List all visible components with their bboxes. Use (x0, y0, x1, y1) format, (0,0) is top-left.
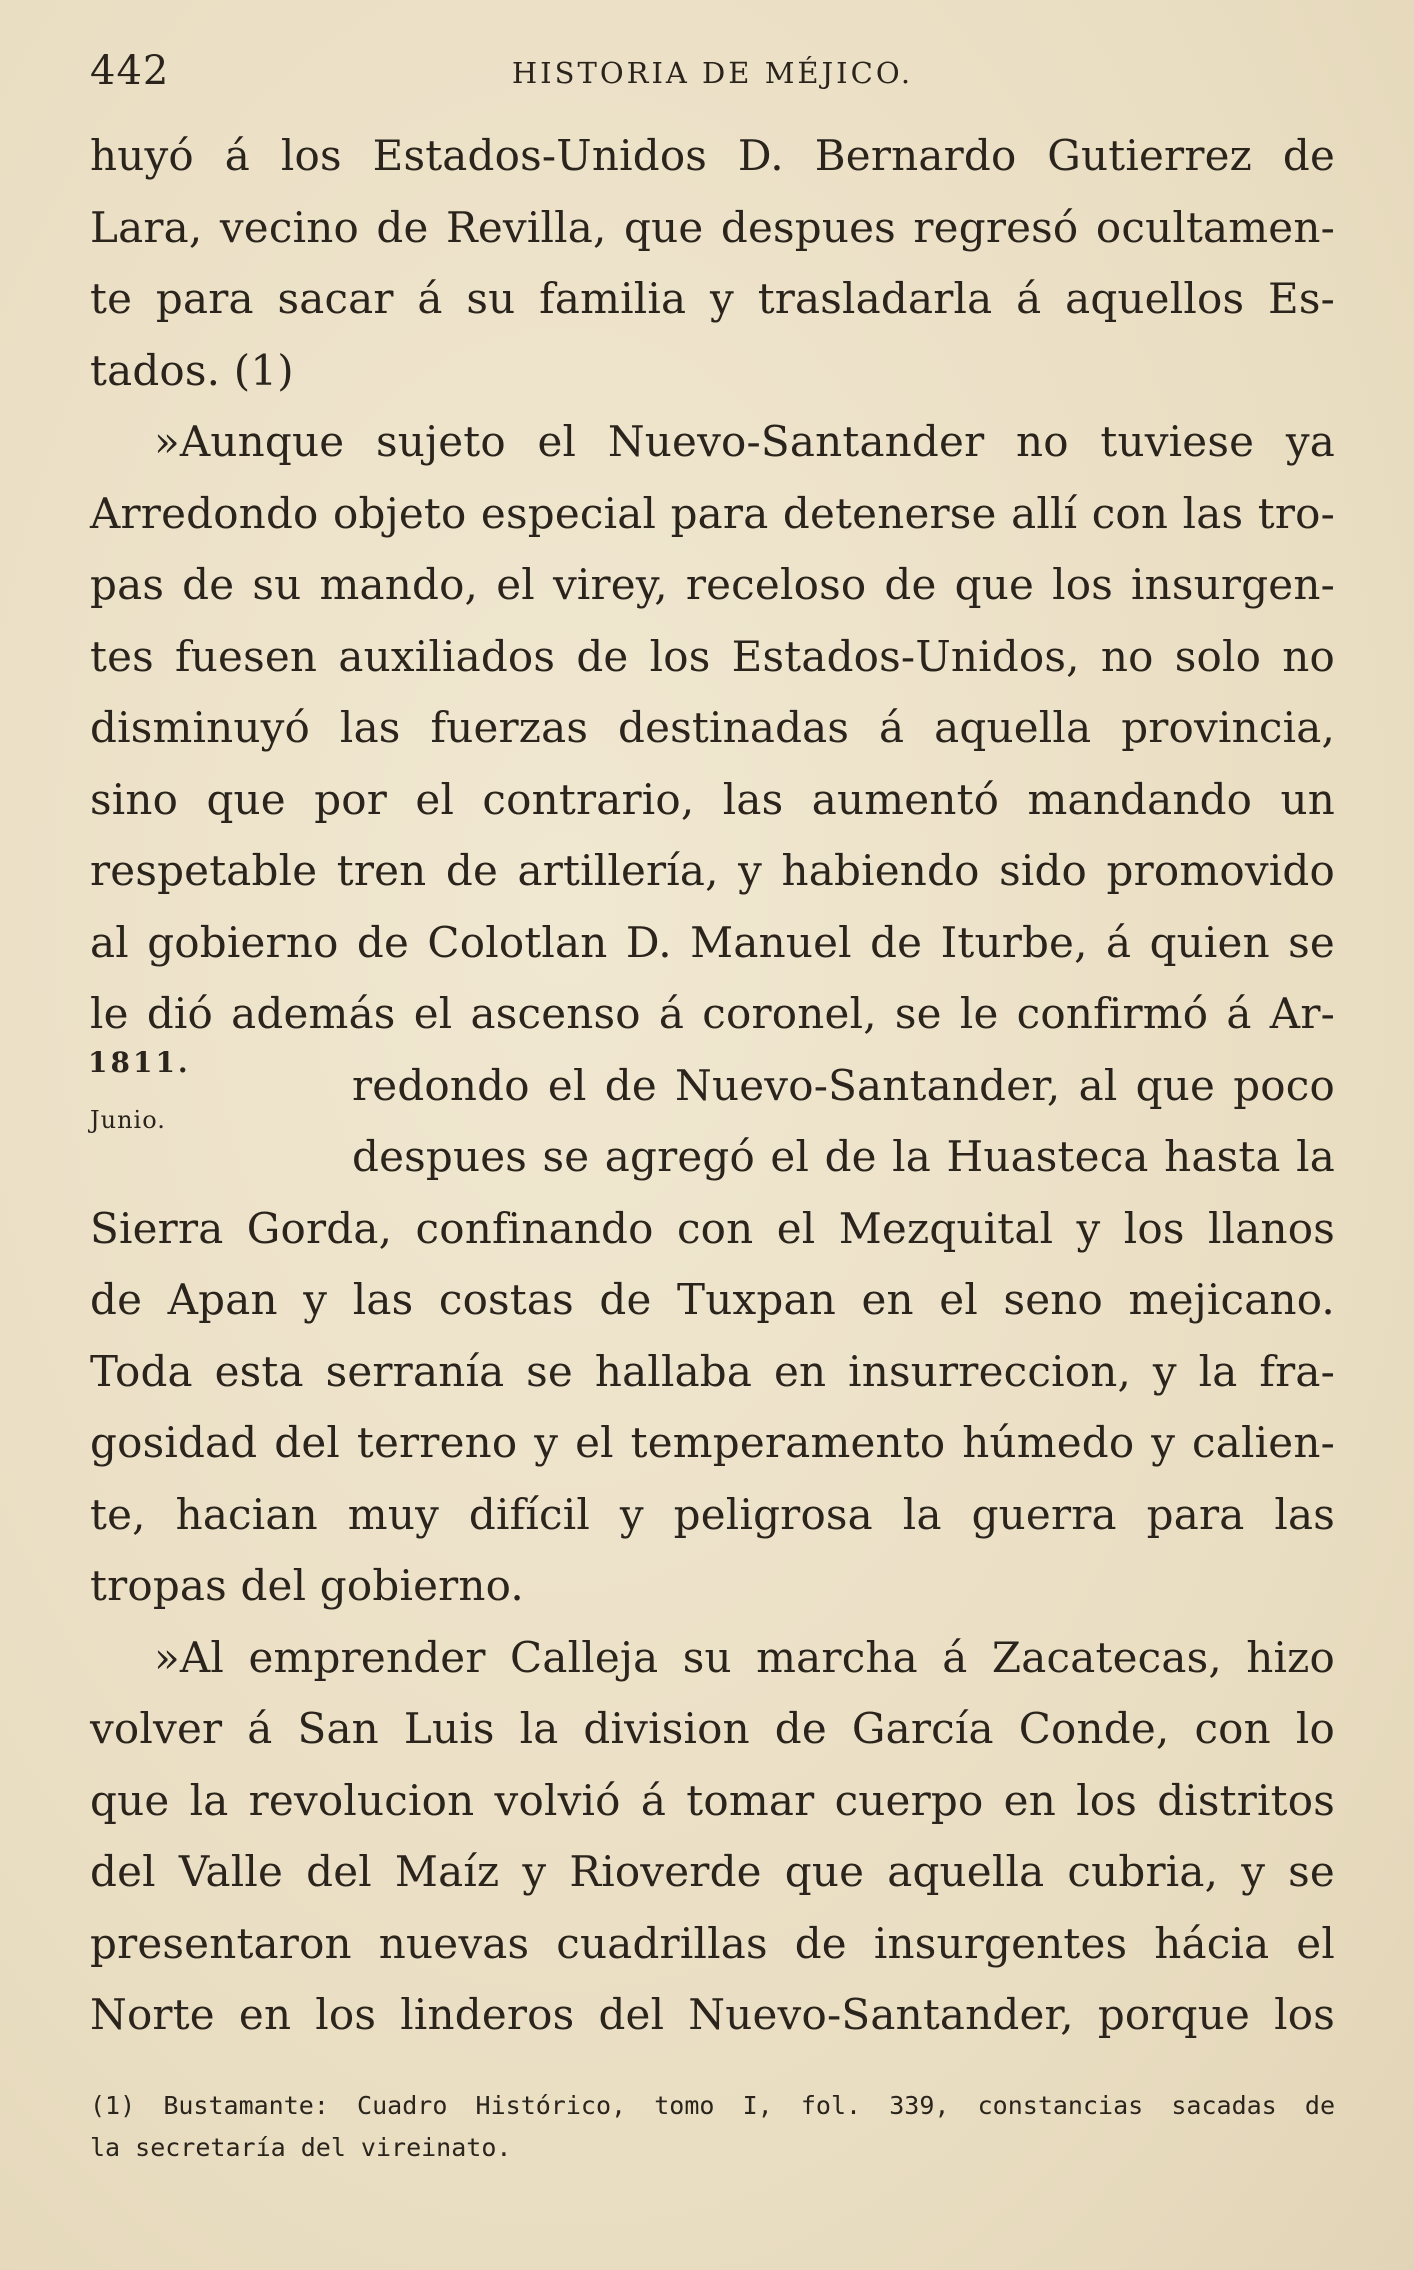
text-line: Toda esta serranía se hallaba en insurreccion, y la fra- (90, 1346, 1335, 1396)
text-line: Arredondo objeto especial para detenerse allí con las tro- (90, 488, 1335, 538)
text-line: tropas del gobierno. (90, 1561, 524, 1610)
running-title: HISTORIA DE MÉJICO. (511, 56, 914, 90)
text-line: te, hacian muy difícil y peligrosa la guerra para las (90, 1489, 1335, 1539)
text-line: Norte en los linderos del Nuevo-Santander, porque los (90, 1990, 1335, 2039)
text-line: Lara, vecino de Revilla, que despues regresó ocultamen- (90, 202, 1335, 252)
page-header (90, 48, 1335, 108)
text-line: despues se agregó el de la Huasteca hasta la (352, 1132, 1335, 1181)
text-line: pas de su mando, el virey, receloso de que los insurgen- (90, 560, 1335, 609)
margin-year: 1811. (88, 1046, 191, 1079)
text-line: volver á San Luis la division de García Conde, con lo (90, 1704, 1335, 1753)
text-line: respetable tren de artillería, y habiendo sido promovido (90, 846, 1335, 895)
text-line: tes fuesen auxiliados de los Estados-Unidos, no solo no (90, 631, 1335, 681)
page-number: 442 (90, 48, 170, 94)
text-line: Sierra Gorda, confinando con el Mezquital y los llanos (90, 1203, 1335, 1253)
text-line: le dió además el ascenso á coronel, se le confirmó á Ar- (90, 989, 1335, 1038)
text-line: de Apan y las costas de Tuxpan en el seno mejicano. (90, 1275, 1335, 1324)
text-line: »Al emprender Calleja su marcha á Zacatecas, hizo (154, 1632, 1335, 1682)
text-line: huyó á los Estados-Unidos D. Bernardo Gutierrez de (90, 131, 1335, 180)
text-line: redondo el de Nuevo-Santander, al que poco (352, 1060, 1335, 1110)
footnote-line: (1) Bustamante: Cuadro Histórico, tomo I, fol. 339, constancias sacadas de (90, 2091, 1335, 2120)
margin-month: Junio. (90, 1106, 166, 1134)
text-line: te para sacar á su familia y trasladarla á aquellos Es- (90, 274, 1335, 323)
text-line: »Aunque sujeto el Nuevo-Santander no tuviese ya (154, 417, 1335, 466)
text-line: presentaron nuevas cuadrillas de insurgentes hácia el (90, 1918, 1335, 1968)
text-line: sino que por el contrario, las aumentó mandando un (90, 774, 1335, 824)
footnote (90, 2085, 1335, 2169)
body-text (90, 120, 1335, 2051)
text-line: tados. (1) (90, 345, 294, 395)
footnote-line: la secretaría del vireinato. (90, 2133, 512, 2162)
text-line: del Valle del Maíz y Rioverde que aquella cubria, y se (90, 1847, 1335, 1896)
text-line: disminuyó las fuerzas destinadas á aquella provincia, (90, 703, 1335, 752)
text-line: que la revolucion volvió á tomar cuerpo en los distritos (90, 1775, 1335, 1825)
text-line: gosidad del terreno y el temperamento húmedo y calien- (90, 1418, 1335, 1467)
text-line: al gobierno de Colotlan D. Manuel de Iturbe, á quien se (90, 917, 1335, 967)
